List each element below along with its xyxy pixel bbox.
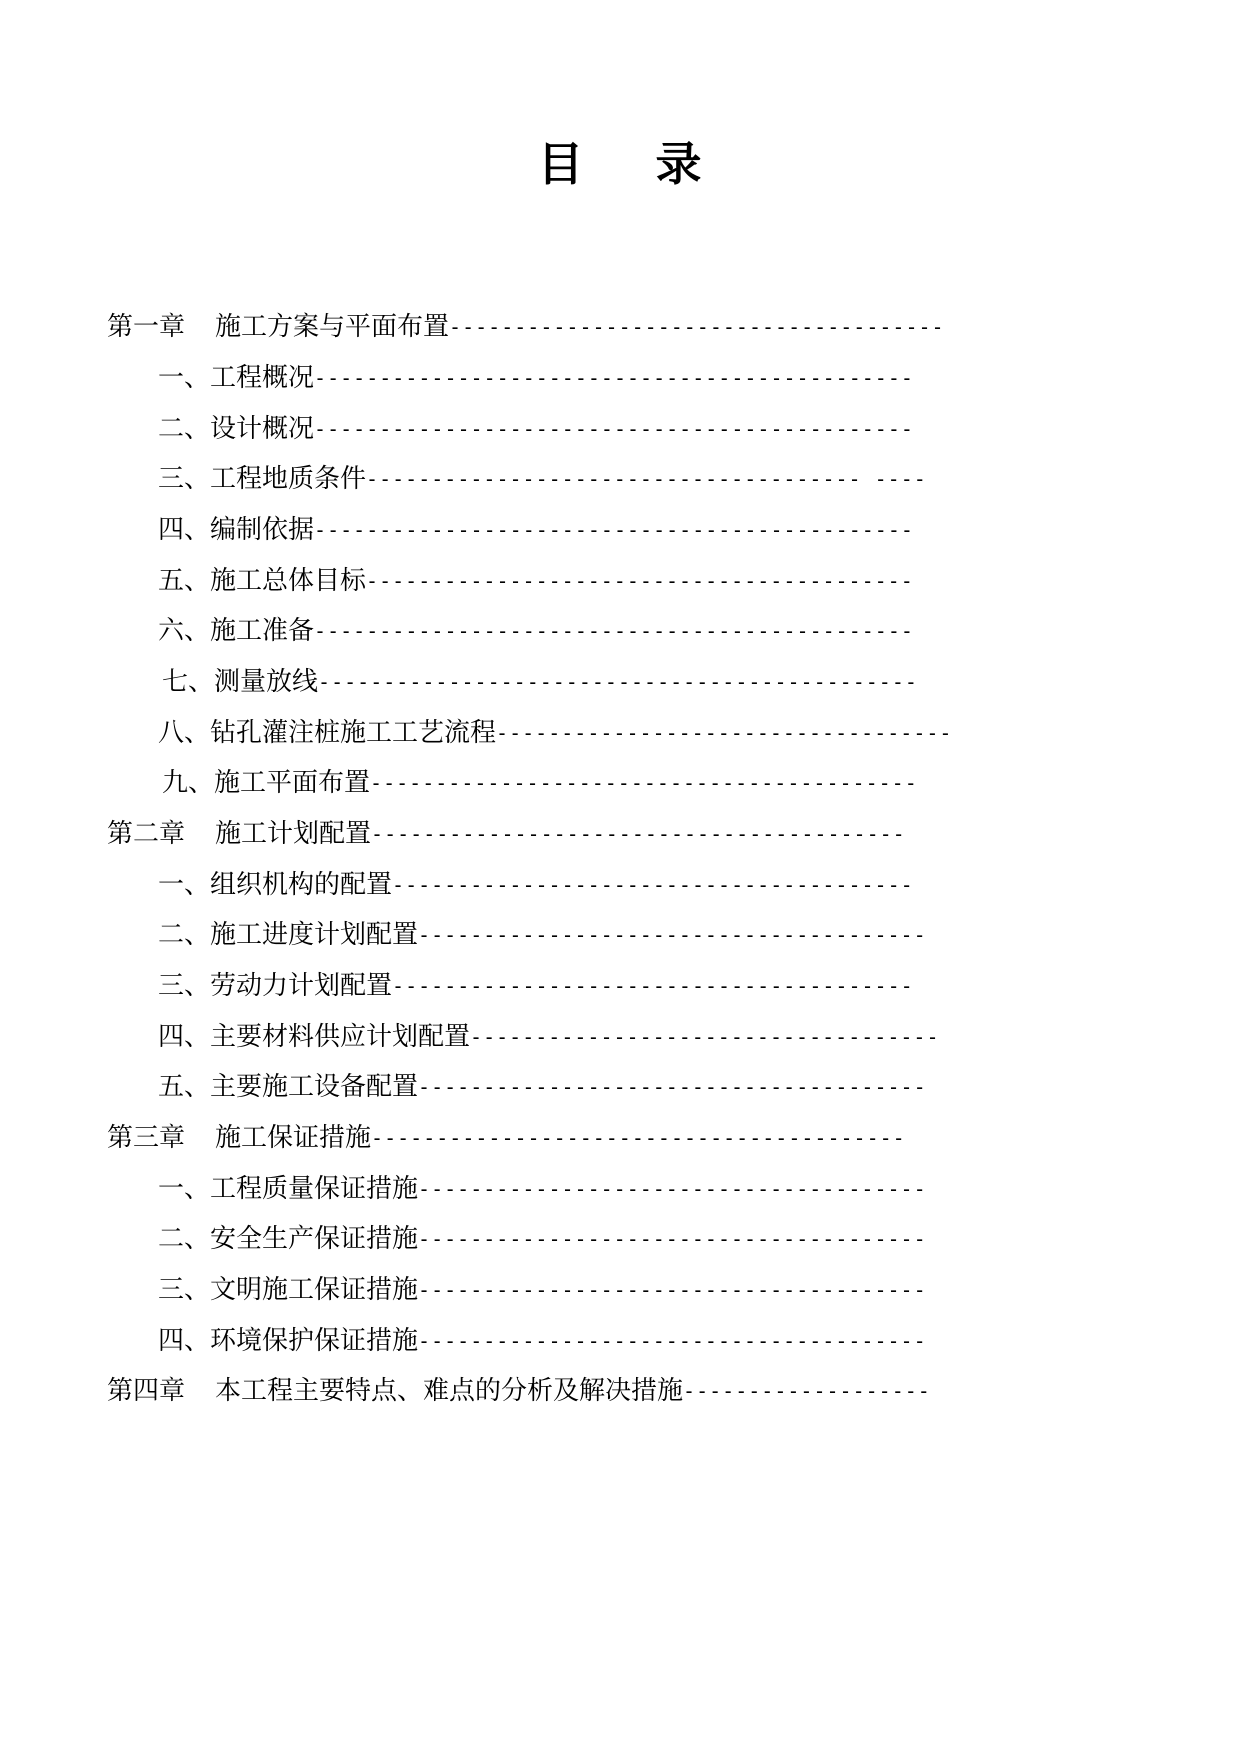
toc-leader: --------------------------------------- <box>418 1075 927 1099</box>
toc-label: 二、 <box>158 920 211 950</box>
title-char-2: 录 <box>655 137 704 191</box>
toc-leader: ---------------------------------------------- <box>314 518 914 542</box>
toc-text: 主要材料供应计划配置 <box>210 1022 471 1052</box>
toc-section[interactable] <box>158 459 957 499</box>
toc-label: 一、 <box>158 870 211 900</box>
toc-section[interactable] <box>158 865 957 905</box>
toc-leader: ------------------------------------------ <box>370 771 918 795</box>
toc-text: 施工平面布置 <box>214 768 371 798</box>
toc-leader: ---------------------------------------------- <box>318 670 918 694</box>
toc-text: 安全生产保证措施 <box>210 1224 419 1254</box>
toc-text: 主要施工设备配置 <box>210 1072 419 1102</box>
toc-label: 六、 <box>158 616 211 646</box>
toc-section[interactable] <box>158 409 957 449</box>
toc-section[interactable] <box>158 1270 957 1310</box>
toc-text: 组织机构的配置 <box>210 870 393 900</box>
toc-leader: ---------------------------------------------- <box>314 619 914 643</box>
toc-label: 五、 <box>158 1072 211 1102</box>
toc-leader: ---------------------------------------- <box>392 873 914 897</box>
toc-leader: --------------------------------------- <box>418 1177 927 1201</box>
toc-leader: --------------------------------------- <box>418 923 927 947</box>
toc-text: 施工总体目标 <box>210 566 367 596</box>
toc-section[interactable] <box>158 915 957 955</box>
toc-chapter-2[interactable] <box>107 814 947 854</box>
toc-leader: ---------------------------------------------- <box>314 366 914 390</box>
toc-leader: ----------------------------------------- <box>371 822 906 846</box>
toc-chapter-1[interactable] <box>107 307 957 347</box>
toc-text: 施工保证措施 <box>215 1123 372 1153</box>
toc-label: 一、 <box>158 363 211 393</box>
toc-leader: ----------------------------------------- <box>371 1126 906 1150</box>
toc-text: 施工准备 <box>210 616 315 646</box>
toc-text: 工程地质条件 <box>210 464 367 494</box>
toc-section[interactable] <box>158 1017 957 1057</box>
toc-label: 三、 <box>158 1275 211 1305</box>
toc-leader: -------------------------------------- ---- <box>366 467 927 491</box>
toc-leader: ------------------------------------ <box>470 1025 940 1049</box>
toc-section[interactable] <box>158 1067 957 1107</box>
toc-text: 文明施工保证措施 <box>210 1275 419 1305</box>
toc-text: 编制依据 <box>210 515 315 545</box>
toc-label: 第一章 <box>107 312 186 342</box>
toc-section[interactable] <box>158 611 957 651</box>
toc-text: 测量放线 <box>214 667 319 697</box>
toc-section[interactable] <box>162 763 959 803</box>
toc-leader: ------------------------------------------ <box>366 569 914 593</box>
toc-label: 第二章 <box>107 819 186 849</box>
toc-section[interactable] <box>158 1169 957 1209</box>
page-title <box>0 128 1241 194</box>
toc-label: 九、 <box>162 768 215 798</box>
toc-chapter-4[interactable] <box>107 1371 947 1411</box>
toc-section[interactable] <box>158 1321 957 1361</box>
toc-label: 五、 <box>158 566 211 596</box>
toc-leader: -------------------------------------- <box>449 315 945 339</box>
toc-text: 劳动力计划配置 <box>210 971 393 1001</box>
toc-section[interactable] <box>158 358 957 398</box>
toc-label: 四、 <box>158 1022 211 1052</box>
toc-text: 施工方案与平面布置 <box>215 312 450 342</box>
toc-leader: ---------------------------------------------- <box>314 417 914 441</box>
toc-label: 一、 <box>158 1174 211 1204</box>
toc-text: 环境保护保证措施 <box>210 1326 419 1356</box>
toc-text: 施工进度计划配置 <box>210 920 419 950</box>
toc-text: 设计概况 <box>210 414 315 444</box>
toc-text: 施工计划配置 <box>215 819 372 849</box>
toc-label: 第三章 <box>107 1123 186 1153</box>
toc-chapter-3[interactable] <box>107 1118 947 1158</box>
toc-section[interactable] <box>158 1219 957 1259</box>
toc-section[interactable] <box>162 662 959 702</box>
toc-section[interactable] <box>158 966 957 1006</box>
toc-label: 四、 <box>158 515 211 545</box>
toc-text: 工程质量保证措施 <box>210 1174 419 1204</box>
toc-label: 三、 <box>158 971 211 1001</box>
toc-leader: --------------------------------------- <box>418 1227 927 1251</box>
toc-label: 二、 <box>158 414 211 444</box>
toc-text: 钻孔灌注桩施工工艺流程 <box>210 718 497 748</box>
toc-leader: ------------------- <box>683 1379 931 1403</box>
toc-label: 七、 <box>162 667 215 697</box>
toc-label: 二、 <box>158 1224 211 1254</box>
toc-section[interactable] <box>158 510 957 550</box>
toc-section[interactable] <box>158 561 957 601</box>
toc-leader: ----------------------------------- <box>496 721 953 745</box>
toc-label: 四、 <box>158 1326 211 1356</box>
toc-leader: ---------------------------------------- <box>392 974 914 998</box>
toc-label: 八、 <box>158 718 211 748</box>
toc-text: 本工程主要特点、难点的分析及解决措施 <box>215 1376 684 1406</box>
toc-section[interactable] <box>158 713 957 753</box>
toc-text: 工程概况 <box>210 363 315 393</box>
toc-leader: --------------------------------------- <box>418 1329 927 1353</box>
title-char-1: 目 <box>537 137 586 191</box>
toc-label: 三、 <box>158 464 211 494</box>
toc-leader: --------------------------------------- <box>418 1278 927 1302</box>
toc-label: 第四章 <box>107 1376 186 1406</box>
